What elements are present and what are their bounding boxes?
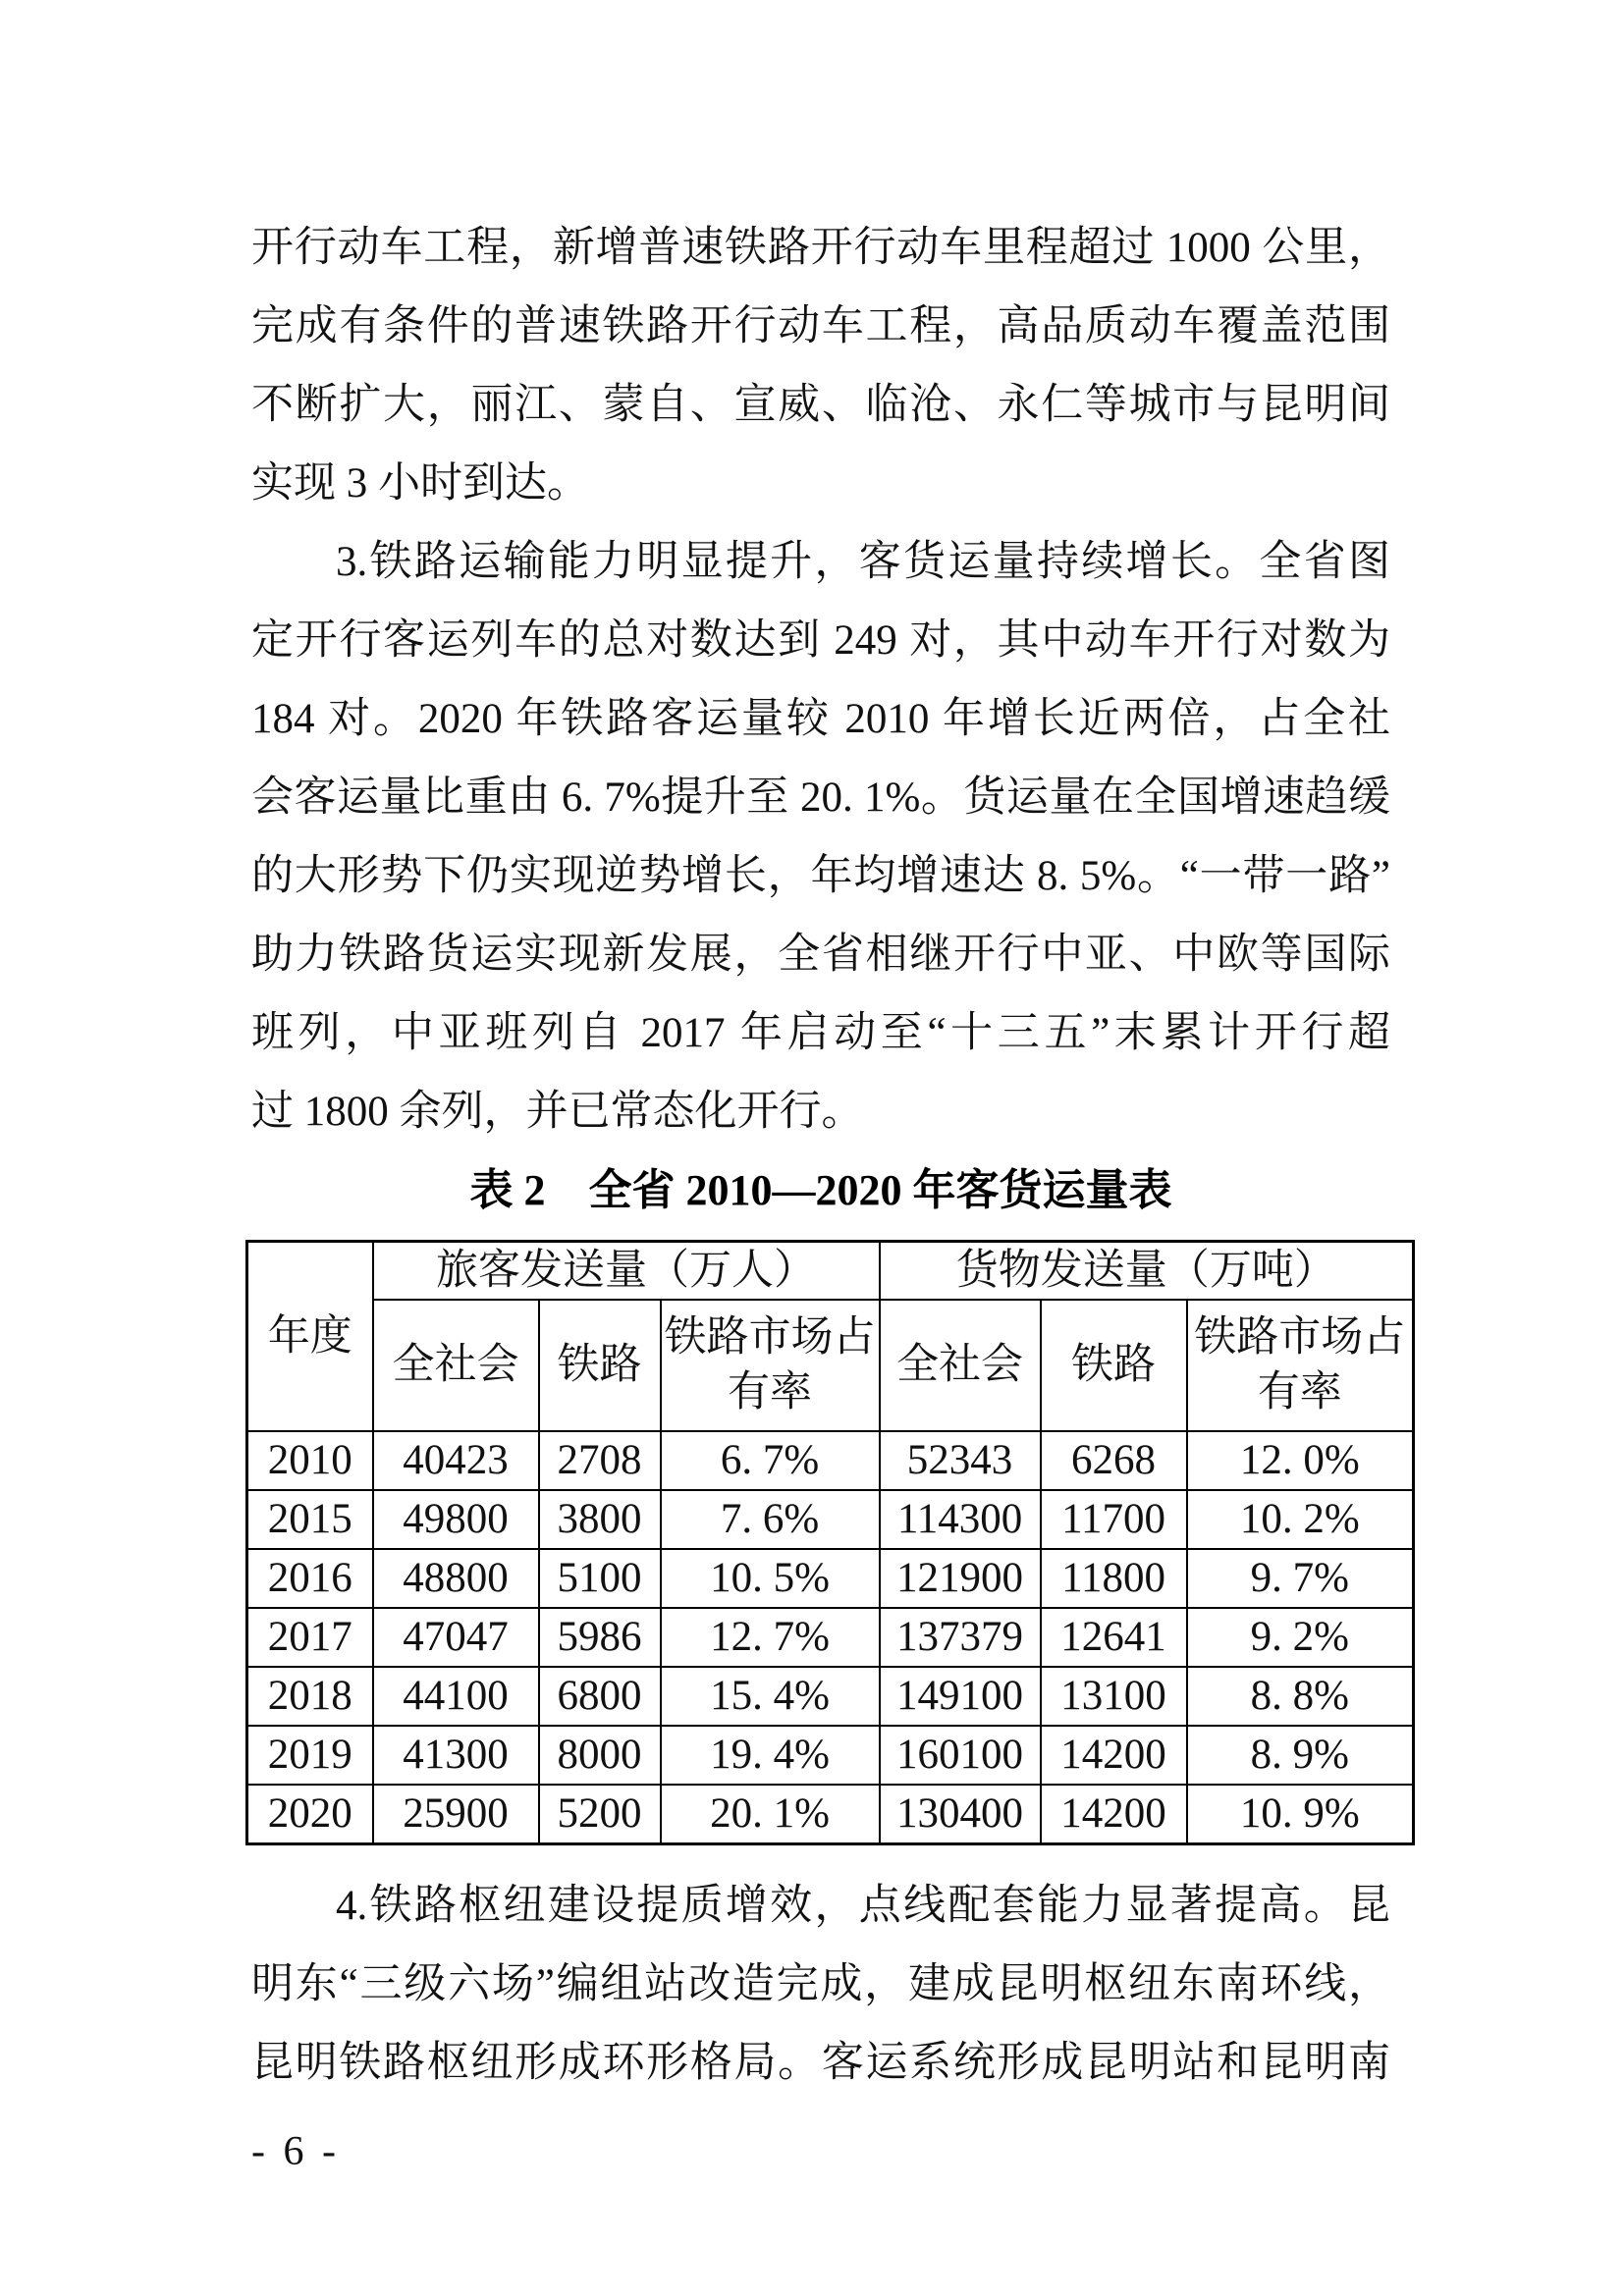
table-header-freight-share: 铁路市场占有率 [1187, 1300, 1414, 1431]
table-cell: 10. 2% [1187, 1490, 1414, 1549]
paragraph-line: 的大形势下仍实现逆势增长，年均增速达 8. 5%。“一带一路” [251, 853, 1390, 899]
table-header-passenger-rail: 铁路 [539, 1300, 661, 1431]
table-cell-year: 2019 [247, 1726, 373, 1785]
table-cell: 3800 [539, 1490, 661, 1549]
table-cell: 19. 4% [661, 1726, 880, 1785]
paragraph-line: 不断扩大，丽江、蒙自、宣威、临沧、永仁等城市与昆明间 [251, 382, 1390, 428]
table-row [247, 1549, 1414, 1608]
table-cell: 121900 [880, 1549, 1041, 1608]
table-cell: 10. 9% [1187, 1785, 1414, 1844]
table-cell: 6268 [1041, 1431, 1187, 1490]
table-cell: 5100 [539, 1549, 661, 1608]
table-cell: 13100 [1041, 1667, 1187, 1726]
paragraph-line: 过 1800 余列，并已常态化开行。 [251, 1089, 864, 1135]
table-cell: 160100 [880, 1726, 1041, 1785]
table-cell: 20. 1% [661, 1785, 880, 1844]
body-paragraphs-bottom [251, 1867, 1390, 2103]
paragraph [251, 1867, 1390, 2103]
paragraph-line: 定开行客运列车的总对数达到 249 对，其中动车开行对数为 [251, 617, 1390, 664]
traffic-table [245, 1240, 1415, 1845]
table-cell-year: 2016 [247, 1549, 373, 1608]
table-cell: 8000 [539, 1726, 661, 1785]
table-header-freight-total: 全社会 [880, 1300, 1041, 1431]
table-cell: 149100 [880, 1667, 1041, 1726]
table-body [247, 1431, 1414, 1844]
table-header-group-row [247, 1242, 1414, 1301]
paragraph-line: 助力铁路货运实现新发展，全省相继开行中亚、中欧等国际 [251, 932, 1390, 978]
paragraph-line: 会客运量比重由 6. 7%提升至 20. 1%。货运量在全国增速趋缓 [251, 774, 1390, 821]
table-cell: 44100 [373, 1667, 539, 1726]
page-number: - 6 - [251, 2129, 340, 2174]
table-cell: 14200 [1041, 1726, 1187, 1785]
paragraph-line: 实现 3 小时到达。 [251, 460, 589, 507]
table-header-sub-row [247, 1300, 1414, 1431]
table-cell: 2708 [539, 1431, 661, 1490]
paragraph-line: 班列，中亚班列自 2017 年启动至“十三五”末累计开行超 [251, 1010, 1390, 1056]
table-cell: 10. 5% [661, 1549, 880, 1608]
table-row [247, 1490, 1414, 1549]
table-title: 表 2 全省 2010—2020 年客货运量表 [469, 1166, 1172, 1214]
table-cell: 12. 0% [1187, 1431, 1414, 1490]
table-cell-year: 2015 [247, 1490, 373, 1549]
table-row [247, 1667, 1414, 1726]
table-cell: 52343 [880, 1431, 1041, 1490]
table-cell: 6. 7% [661, 1431, 880, 1490]
table-cell-year: 2018 [247, 1667, 373, 1726]
paragraph-line: 开行动车工程，新增普速铁路开行动车里程超过 1000 公里， [251, 225, 1390, 271]
table-cell: 11800 [1041, 1549, 1187, 1608]
table-cell: 15. 4% [661, 1667, 880, 1726]
paragraph-line: 4.铁路枢纽建设提质增效，点线配套能力显著提高。昆 [336, 1883, 1390, 1929]
table-cell: 9. 7% [1187, 1549, 1414, 1608]
table-cell: 9. 2% [1187, 1608, 1414, 1667]
table-row [247, 1726, 1414, 1785]
table-cell: 48800 [373, 1549, 539, 1608]
table-cell: 5200 [539, 1785, 661, 1844]
table-header-freight-group: 货物发送量（万吨） [880, 1242, 1414, 1301]
body-paragraphs-top [251, 209, 1390, 1151]
table-cell: 6800 [539, 1667, 661, 1726]
paragraph-line: 3.铁路运输能力明显提升，客货运量持续增长。全省图 [336, 539, 1390, 585]
table-cell-year: 2020 [247, 1785, 373, 1844]
table-cell: 8. 8% [1187, 1667, 1414, 1726]
paragraph [251, 523, 1390, 1151]
table-cell-year: 2010 [247, 1431, 373, 1490]
paragraph-line: 明东“三级六场”编组站改造完成，建成昆明枢纽东南环线， [251, 1961, 1390, 2007]
table-cell: 47047 [373, 1608, 539, 1667]
table-cell: 12641 [1041, 1608, 1187, 1667]
table-cell: 130400 [880, 1785, 1041, 1844]
table-row [247, 1431, 1414, 1490]
table-cell: 14200 [1041, 1785, 1187, 1844]
paragraph-line: 184 对。2020 年铁路客运量较 2010 年增长近两倍，占全社 [251, 696, 1390, 742]
table-header-passenger-share: 铁路市场占有率 [661, 1300, 880, 1431]
table-cell: 40423 [373, 1431, 539, 1490]
table-header-freight-rail: 铁路 [1041, 1300, 1187, 1431]
page-content [251, 209, 1406, 2175]
table-cell: 11700 [1041, 1490, 1187, 1549]
table-cell: 25900 [373, 1785, 539, 1844]
table-header-passenger-group: 旅客发送量（万人） [373, 1242, 880, 1301]
table-cell: 114300 [880, 1490, 1041, 1549]
paragraph-line: 昆明铁路枢纽形成环形格局。客运系统形成昆明站和昆明南 [251, 2040, 1390, 2086]
table-cell: 8. 9% [1187, 1726, 1414, 1785]
table-cell-year: 2017 [247, 1608, 373, 1667]
table-header-year: 年度 [247, 1242, 373, 1432]
table-cell: 7. 6% [661, 1490, 880, 1549]
table-cell: 49800 [373, 1490, 539, 1549]
paragraph-line: 完成有条件的普速铁路开行动车工程，高品质动车覆盖范围 [251, 303, 1390, 349]
table-row [247, 1785, 1414, 1844]
table-header-passenger-total: 全社会 [373, 1300, 539, 1431]
table-cell: 5986 [539, 1608, 661, 1667]
paragraph [251, 209, 1390, 523]
table-cell: 137379 [880, 1608, 1041, 1667]
table-row [247, 1608, 1414, 1667]
table-cell: 12. 7% [661, 1608, 880, 1667]
table-cell: 41300 [373, 1726, 539, 1785]
